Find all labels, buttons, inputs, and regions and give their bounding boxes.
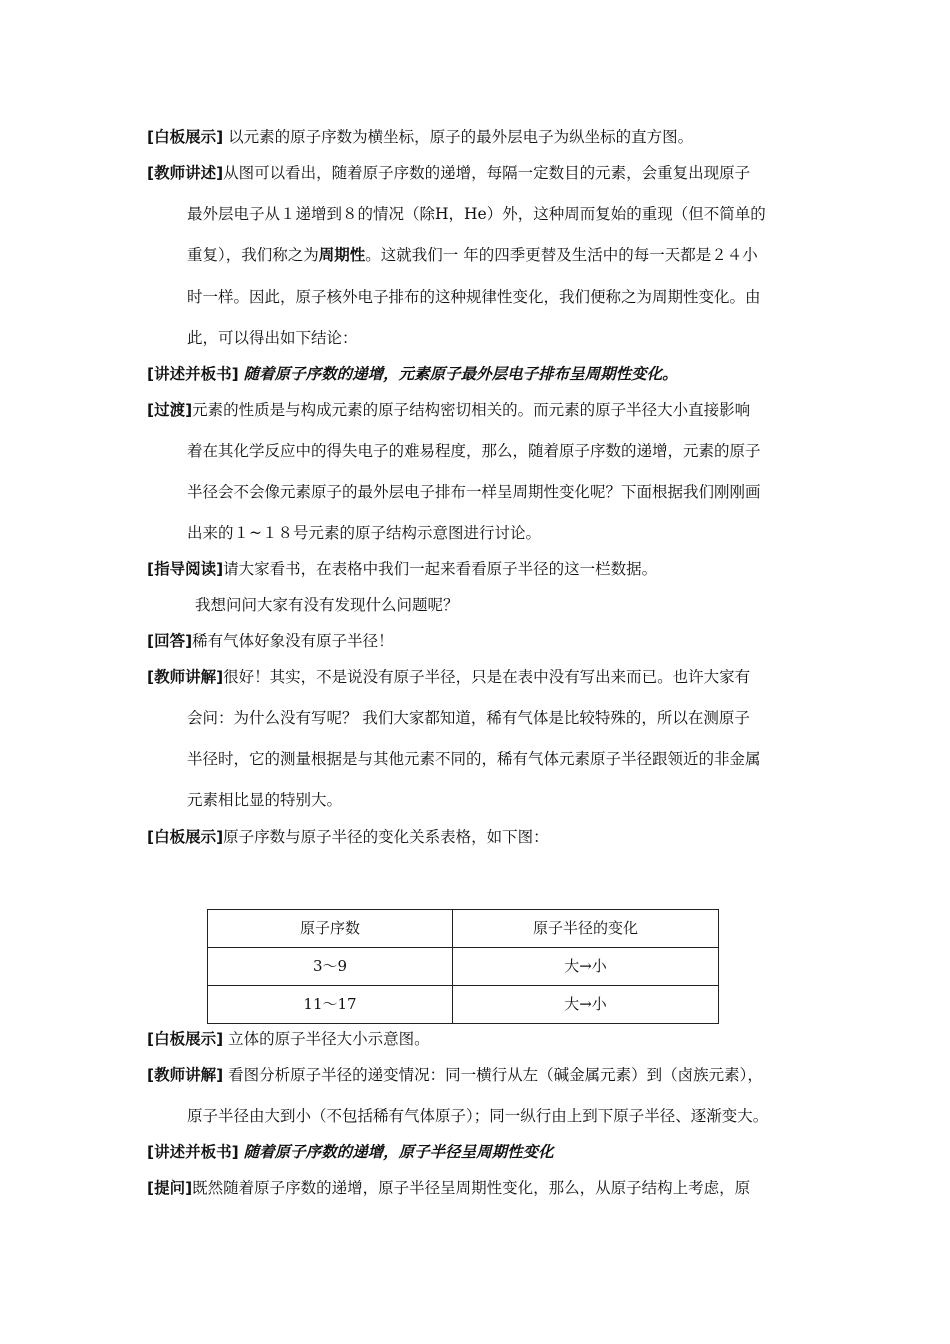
table-row [208, 948, 719, 986]
paragraph-line-with-term [187, 244, 867, 266]
paragraph-question-ask [147, 1177, 827, 1199]
section-tag: [白板展示] [147, 128, 224, 146]
paragraph-text: 请大家看书，在表格中我们一起来看看原子半径的这一栏数据。 [223, 560, 658, 578]
table-header-cell: 原子序数 [208, 910, 453, 948]
section-tag: [回答] [147, 632, 193, 650]
section-tag: [指导阅读] [147, 560, 224, 578]
conclusion-text: 随着原子序数的递增，元素原子最外层电子排布呈周期性变化。 [243, 364, 678, 383]
paragraph-answer [147, 630, 827, 652]
bold-term: 周期性 [318, 246, 366, 264]
table-cell: 3～9 [208, 948, 453, 986]
paragraph-conclusion-1 [147, 363, 827, 385]
paragraph-line: 着在其化学反应中的得失电子的难易程度，那么，随着原子序数的递增，元素的原子 [187, 442, 761, 460]
paragraph-transition-line-1 [147, 399, 827, 421]
paragraph-text: 立体的原子半径大小示意图。 [228, 1030, 430, 1048]
paragraph-whiteboard-1 [147, 126, 827, 148]
paragraph-teacher-talk-line-1 [147, 162, 827, 184]
section-tag: [教师讲述] [147, 164, 224, 182]
paragraph-teacher-explain-line-1 [147, 666, 827, 688]
paragraph-text: 很好！其实，不是说没有原子半径，只是在表中没有写出来而已。也许大家有 [223, 668, 751, 686]
section-tag: [白板展示] [147, 828, 224, 846]
paragraph-guided-reading [147, 558, 827, 580]
paragraph-text: 原子序数与原子半径的变化关系表格，如下图： [223, 828, 549, 846]
paragraph-line: 此，可以得出如下结论： [187, 329, 358, 347]
paragraph-text: 。这就我们一 年的四季更替及生活中的每一天都是２４小 [365, 246, 758, 264]
paragraph-text: 既然随着原子序数的递增，原子半径呈周期性变化，那么，从原子结构上考虑，原 [192, 1179, 751, 1197]
paragraph-teacher-explain-2-line-1 [147, 1064, 827, 1086]
table-header-cell: 原子半径的变化 [453, 910, 719, 948]
paragraph-line: 时一样。因此，原子核外电子排布的这种规律性变化，我们便称之为周期性变化。由 [187, 288, 761, 306]
section-tag: [过渡] [147, 401, 193, 419]
paragraph-text: 重复），我们称之为 [187, 246, 319, 264]
table-cell: 大→小 [453, 948, 719, 986]
paragraph-text: 稀有气体好象没有原子半径！ [192, 632, 394, 650]
table-cell: 11～17 [208, 986, 453, 1024]
section-tag: [白板展示] [147, 1030, 224, 1048]
section-tag: [讲述并板书] [147, 365, 239, 383]
paragraph-whiteboard-3 [147, 1028, 827, 1050]
paragraph-question: 我想问问大家有没有发现什么问题呢？ [195, 596, 459, 614]
paragraph-text: 元素的性质是与构成元素的原子结构密切相关的。而元素的原子半径大小直接影响 [192, 401, 751, 419]
paragraph-line: 最外层电子从１递增到８的情况（除H，He）外，这种周而复始的重现（但不简单的 [187, 205, 766, 223]
paragraph-line: 原子半径由大到小（不包括稀有气体原子）；同一纵行由上到下原子半径、逐渐变大。 [187, 1107, 769, 1125]
paragraph-conclusion-2 [147, 1141, 827, 1163]
paragraph-line: 元素相比显的特别大。 [187, 791, 343, 809]
paragraph-line: 半径会不会像元素原子的最外层电子排布一样呈周期性变化呢？下面根据我们刚刚画 [187, 483, 761, 501]
table-row [208, 986, 719, 1024]
paragraph-line: 出来的１~１８号元素的原子结构示意图进行讨论。 [187, 524, 541, 542]
conclusion-text: 随着原子序数的递增，原子半径呈周期性变化 [243, 1142, 554, 1161]
paragraph-line: 半径时，它的测量根据是与其他元素不同的，稀有气体元素原子半径跟领近的非金属 [187, 750, 761, 768]
table-cell: 大→小 [453, 986, 719, 1024]
section-tag: [提问] [147, 1179, 193, 1197]
paragraph-text: 看图分析原子半径的递变情况：同一横行从左（碱金属元素）到（卤族元素）， [228, 1066, 763, 1084]
paragraph-text: 以元素的原子序数为横坐标，原子的最外层电子为纵坐标的直方图。 [228, 128, 694, 146]
section-tag: [教师讲解] [147, 668, 224, 686]
paragraph-whiteboard-2 [147, 826, 827, 848]
table-header-row [208, 910, 719, 948]
atomic-radius-table [207, 909, 719, 1024]
section-tag: [教师讲解] [147, 1066, 224, 1084]
section-tag: [讲述并板书] [147, 1143, 239, 1161]
paragraph-text: 从图可以看出，随着原子序数的递增，每隔一定数目的元素，会重复出现原子 [223, 164, 751, 182]
paragraph-line: 会问：为什么没有写呢？ 我们大家都知道，稀有气体是比较特殊的，所以在测原子 [187, 709, 750, 727]
